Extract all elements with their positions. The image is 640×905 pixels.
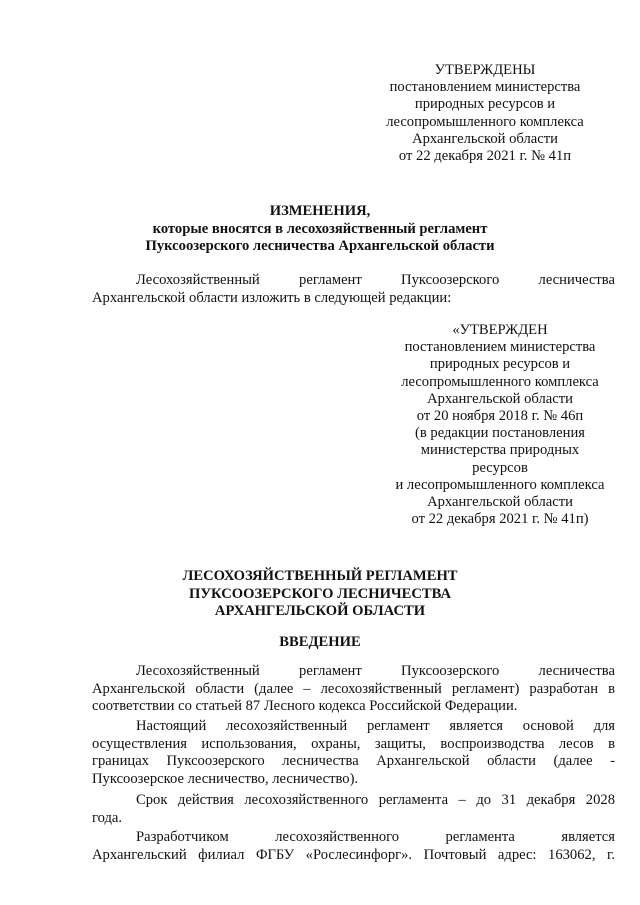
changes-title-line: которые вносятся в лесохозяйственный регламент: [152, 220, 488, 237]
paragraph-line: Пуксоозерское лесничество, лесничество).: [92, 770, 359, 787]
approval-block-inner: [372, 322, 628, 528]
intro-paragraph: [92, 272, 615, 307]
intro-line: Лесохозяйственный регламент Пуксоозерского лесничества: [136, 272, 615, 288]
changes-title: [0, 203, 640, 256]
paragraph-line: осуществления использования, охраны, защиты, воспроизводства лесов в: [92, 735, 615, 752]
approval-top-line: лесопромышленного комплекса: [386, 113, 584, 130]
approval-inner-line: постановлением министерства: [404, 339, 596, 356]
approval-inner-line: от 22 декабря 2021 г. № 41п): [411, 511, 589, 528]
paragraph-line: Разработчиком лесохозяйственного регламента является: [136, 829, 615, 845]
body-paragraph-4: [92, 829, 615, 864]
approval-inner-line: лесопромышленного комплекса: [401, 373, 599, 390]
approval-inner-line: от 20 ноября 2018 г. № 46п: [416, 408, 584, 425]
approval-inner-line: природных ресурсов и: [429, 356, 571, 373]
paragraph-line: Срок действия лесохозяйственного регламента – до 31 декабря 2028: [136, 792, 615, 808]
paragraph-line: Лесохозяйственный регламент Пуксоозерского лесничества: [136, 663, 615, 679]
regulation-title-line: АРХАНГЕЛЬСКОЙ ОБЛАСТИ: [214, 603, 426, 619]
body-paragraph-1: [92, 663, 615, 716]
approval-top-line: природных ресурсов и: [414, 96, 556, 113]
paragraph-line: соответствии со статьей 87 Лесного кодекса Российской Федерации.: [92, 698, 518, 715]
intro-line: Архангельской области изложить в следующей редакции:: [92, 289, 452, 306]
regulation-title-line: ПУКСООЗЕРСКОГО ЛЕСНИЧЕСТВА: [188, 585, 451, 602]
approval-block-top: [360, 62, 610, 165]
approval-inner-line: (в редакции постановления: [415, 425, 585, 442]
paragraph-line: года.: [92, 809, 123, 826]
approval-inner-line: ресурсов: [472, 459, 528, 476]
section-title: ВВЕДЕНИЕ: [279, 634, 361, 650]
changes-title-line: Пуксоозерского лесничества Архангельской области: [145, 238, 495, 254]
paragraph-line: Архангельский филиал ФГБУ «Рослесинфорг». Почтовый адрес: 163062, г.: [92, 846, 615, 863]
changes-title-line: ИЗМЕНЕНИЯ,: [269, 203, 371, 219]
approval-inner-line: Архангельской области: [427, 390, 573, 407]
approval-inner-line: «УТВЕРЖДЕН: [452, 322, 548, 338]
body-paragraph-2: [92, 718, 615, 788]
approval-inner-line: Архангельской области: [427, 494, 573, 511]
approval-top-line: Архангельской области: [412, 130, 558, 147]
paragraph-line: Архангельской области (далее – лесохозяйственный регламент) разработан в: [92, 680, 615, 697]
paragraph-line: Настоящий лесохозяйственный регламент является основой для: [136, 718, 615, 734]
body-paragraph-3: [92, 792, 615, 827]
paragraph-line: границах Пуксоозерского лесничества Архангельской области (далее -: [92, 753, 615, 770]
approval-top-line: постановлением министерства: [389, 79, 581, 96]
approval-inner-line: и лесопромышленного комплекса: [395, 476, 605, 493]
approval-top-line: УТВЕРЖДЕНЫ: [434, 62, 536, 78]
approval-top-line: от 22 декабря 2021 г. № 41п: [398, 148, 572, 165]
regulation-title-line: ЛЕСОХОЗЯЙСТВЕННЫЙ РЕГЛАМЕНТ: [182, 568, 458, 584]
regulation-title: [0, 568, 640, 621]
approval-inner-line: министерства природных: [420, 442, 580, 459]
